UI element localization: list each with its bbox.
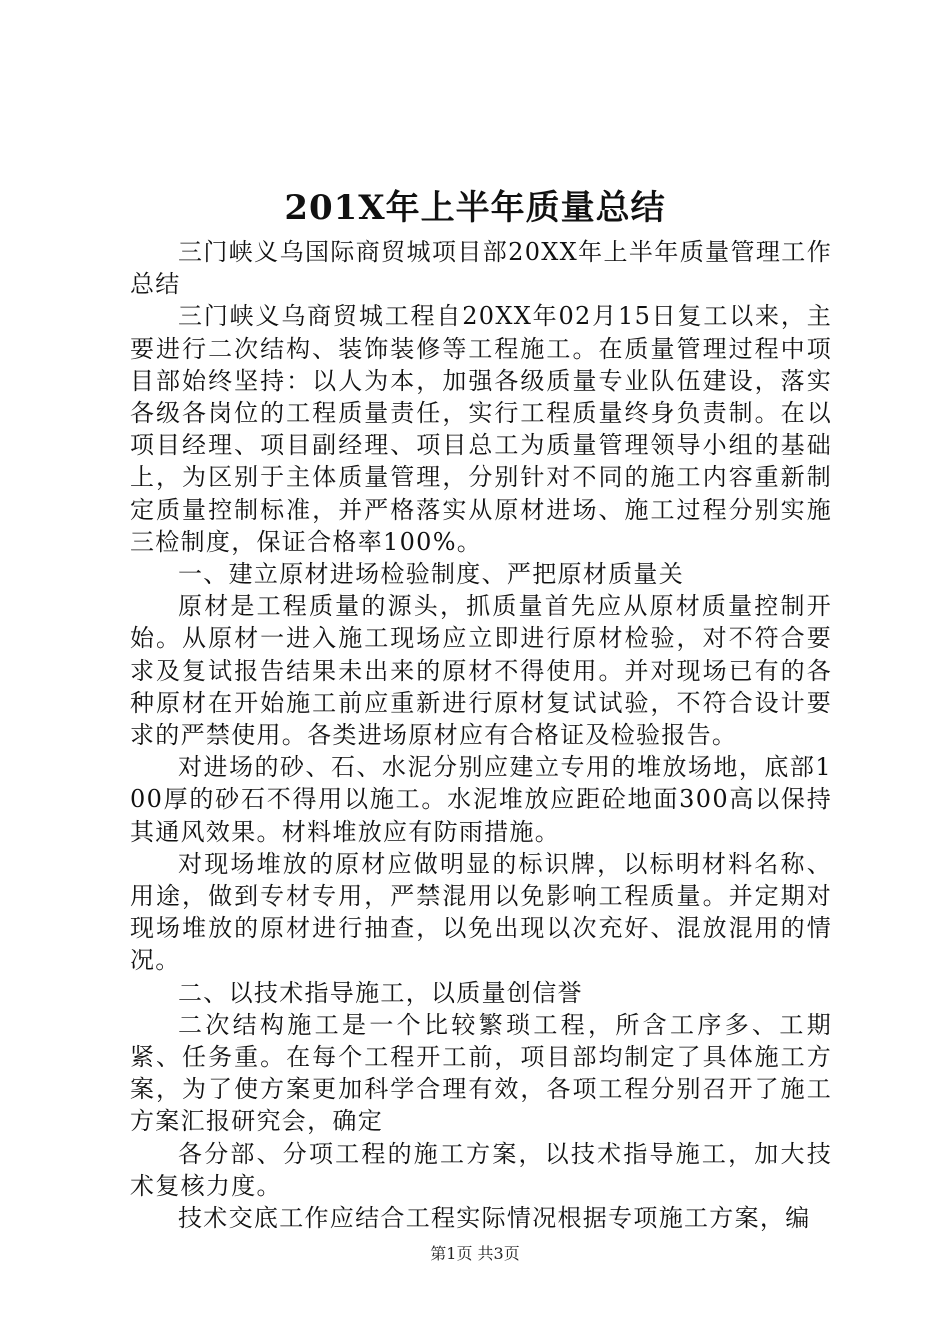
paragraph: 对进场的砂、石、水泥分别应建立专用的堆放场地，底部100厚的砂石不得用以施工。水泥堆放应距砼地面300高以保持其通风效果。材料堆放应有防雨措施。 bbox=[130, 753, 832, 846]
paragraph: 原材是工程质量的源头，抓质量首先应从原材质量控制开始。从原材一进入施工现场应立即进行原材检验，对不符合要求及复试报告结果未出来的原材不得使用。并对现场已有的各种原材在开始施工前应重新进行原材复试试验，不符合设计要求的严禁使用。各类进场原材应有合格证及检验报告。 bbox=[130, 592, 832, 750]
paragraph: 技术交底工作应结合工程实际情况根据专项施工方案，编 bbox=[178, 1204, 811, 1233]
document-body bbox=[130, 236, 832, 1234]
document-title: 201X年上半年质量总结 bbox=[284, 188, 666, 228]
paragraph-subtitle: 三门峡义乌国际商贸城项目部20XX年上半年质量管理工作总结 bbox=[130, 238, 832, 299]
page-number-footer: 第1页 共3页 bbox=[430, 1244, 520, 1263]
paragraph: 各分部、分项工程的施工方案，以技术指导施工，加大技术复核力度。 bbox=[130, 1139, 832, 1200]
paragraph-intro: 三门峡义乌商贸城工程自20XX年02月15日复工以来，主要进行二次结构、装饰装修等工程施工。在质量管理过程中项目部始终坚持：以人为本，加强各级质量专业队伍建设，落实各级各岗位的工程质量责任，实行工程质量终身负责制。在以项目经理、项目副经理、项目总工为质量管理领导小组的基础上，为区别于主体质量管理，分别针对不同的施工内容重新制定质量控制标准，并严格落实从原材进场、施工过程分别实施三检制度，保证合格率100%。 bbox=[130, 302, 832, 556]
paragraph: 二次结构施工是一个比较繁琐工程，所含工序多、工期紧、任务重。在每个工程开工前，项目部均制定了具体施工方案，为了使方案更加科学合理有效，各项工程分别召开了施工方案汇报研究会，确定 bbox=[130, 1010, 832, 1136]
section-heading-2: 二、以技术指导施工，以质量创信誉 bbox=[178, 978, 583, 1007]
section-heading-1: 一、建立原材进场检验制度、严把原材质量关 bbox=[178, 560, 684, 589]
paragraph: 对现场堆放的原材应做明显的标识牌，以标明材料名称、用途，做到专材专用，严禁混用以免影响工程质量。并定期对现场堆放的原材进行抽查，以免出现以次充好、混放混用的情况。 bbox=[130, 849, 832, 975]
